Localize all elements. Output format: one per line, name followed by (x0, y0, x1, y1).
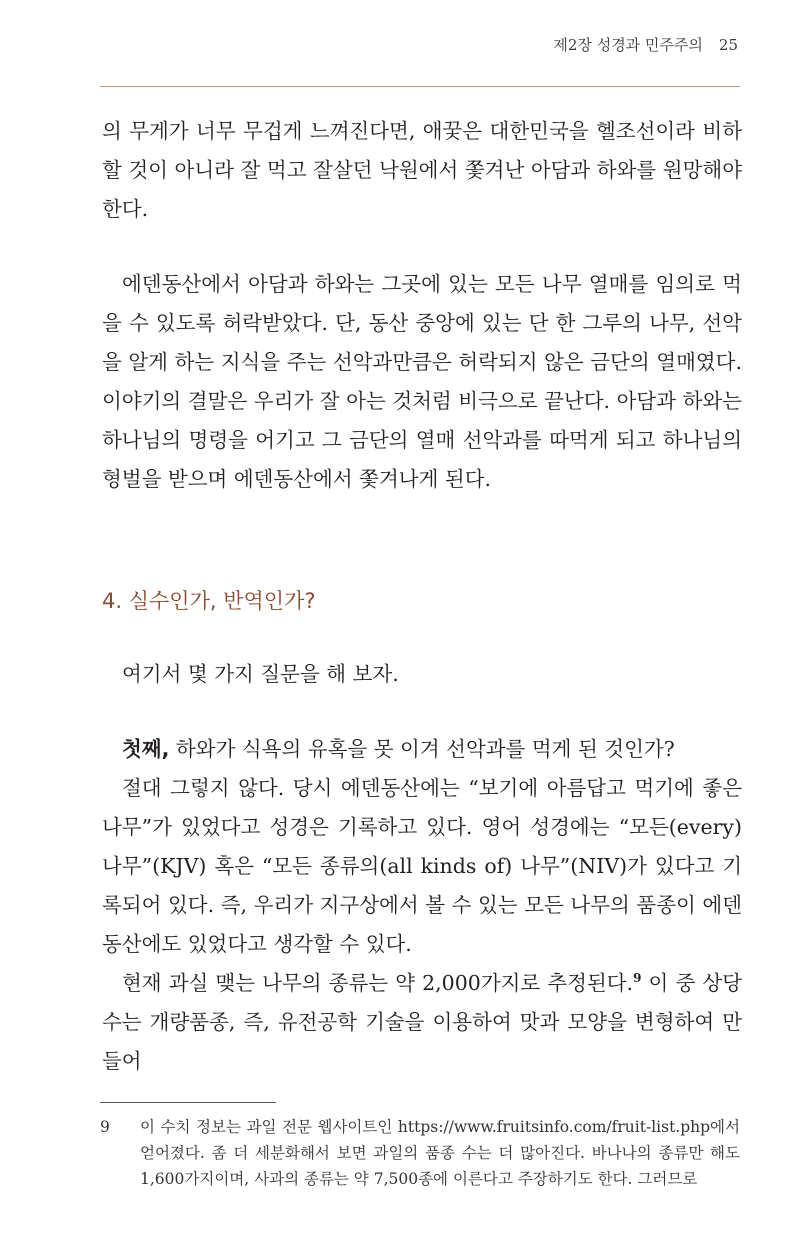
section-title: 4. 실수인가, 반역인가? (102, 589, 316, 613)
paragraph-questions: 여기서 몇 가지 질문을 해 보자. (122, 662, 399, 686)
paragraph-continuation: 의 무게가 너무 무겁게 느껴진다면, 애꿎은 대한민국을 헬조선이라 비하할 것이 아니라 잘 먹고 잘살던 낙원에서 쫓겨난 아담과 하와를 원망해야 한다. (102, 119, 742, 221)
footnote-reference[interactable]: 9 (633, 971, 642, 986)
paragraph-eden: 에덴동산에서 아담과 하와는 그곳에 있는 모든 나무 열매를 임의로 먹을 수 있도록 허락받았다. 단, 동산 중앙에 있는 단 한 그루의 나무, 선악을 알게 하는 지식을 주는 선악과만큼은 허락되지 않은 금단의 열매였다. 이야기의 결말은 우리가 잘 아는 것처럼 비극으로 끝난다. 아담과 하와는 하나님의 명령을 어기고 그 금단의 열매 선악과를 따먹게 되고 하나님의 형벌을 받으며 에덴동산에서 쫓겨나게 된다. (102, 272, 742, 491)
paragraph-answer: 절대 그렇지 않다. 당시 에덴동산에는 “보기에 아름답고 먹기에 좋은 나무”가 있었다고 성경은 기록하고 있다. 영어 성경에는 “모든(every) 나무”(KJV) 혹은 “모든 종류의(all kinds of) 나무”(NIV)가 있다고 기록되어 있다. 즉, 우리가 지구상에서 볼 수 있는 모든 나무의 품종이 에덴동산에도 있었다고 생각할 수 있다. (102, 776, 742, 956)
paragraph-first-question (102, 730, 742, 769)
page-body (102, 112, 742, 1081)
fruit-trees-text: 현재 과실 맺는 나무의 종류는 약 2,000가지로 추정된다. (122, 971, 634, 995)
running-header (553, 34, 738, 55)
page-number: 25 (718, 36, 738, 54)
footnote-divider (100, 1102, 276, 1103)
running-title: 제2장 성경과 민주주의 (553, 36, 703, 54)
first-question-text: 하와가 식욕의 유혹을 못 이겨 선악과를 먹게 된 것인가? (169, 737, 675, 761)
footnote-text: 이 수치 정보는 과일 전문 웹사이트인 https://www.fruitsinfo.com/fruit-list.php에서 얻어졌다. 좀 더 세분화해서 보면 과일의 품종 수는 더 많아진다. 바나나의 종류만 해도 1,600가지이며, 사과의 종류는 약 7,500종에 이른다고 주장하기도 한다. 그러므로 (140, 1118, 740, 1188)
footnote (100, 1114, 740, 1192)
first-question-lead: 첫째, (122, 737, 170, 761)
header-divider (100, 86, 740, 87)
paragraph-fruit-trees (102, 964, 742, 1081)
footnote-number: 9 (100, 1118, 110, 1136)
fruit-trees-continuation: 이 중 상당수는 개량품종, 즉, 유전공학 기술을 이용하여 맛과 모양을 변형하여 만들어 (102, 971, 742, 1073)
